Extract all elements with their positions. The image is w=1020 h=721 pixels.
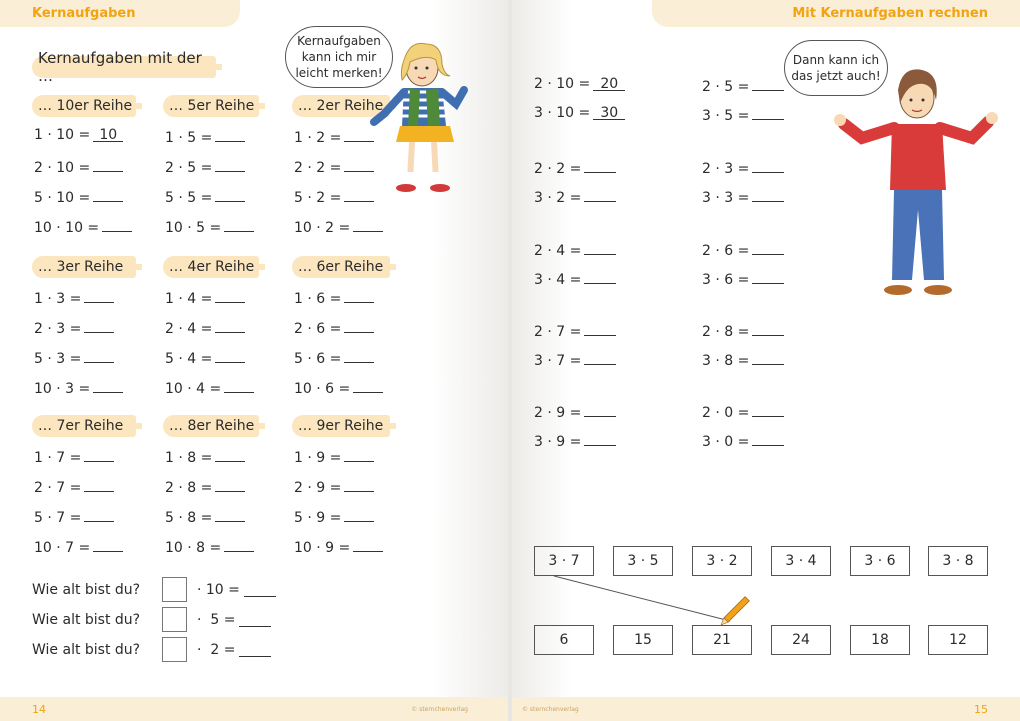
girl-speech-line: kann ich mir [301, 50, 377, 64]
match-task-box[interactable]: 3 · 5 [613, 546, 673, 576]
equation-row [165, 217, 254, 236]
group-label: … 9er Reihe [292, 415, 390, 437]
answer-field[interactable] [215, 288, 245, 303]
equation-text: 2 · 6 = [702, 243, 750, 259]
equation-text: 2 · 5 = [702, 79, 750, 95]
equation-row [34, 318, 114, 337]
equation-row [294, 348, 374, 367]
equation-row [34, 348, 114, 367]
right-page [512, 0, 1020, 721]
answer-field[interactable] [224, 378, 254, 393]
equation-text: 1 · 9 = [294, 450, 342, 466]
equation-text: 3 · 4 = [534, 272, 582, 288]
equation-row [294, 477, 374, 496]
answer-field[interactable] [353, 378, 383, 393]
page-number: 14 [32, 702, 46, 716]
equation-row [34, 127, 123, 143]
equation-row [34, 288, 114, 307]
answer-field[interactable] [344, 288, 374, 303]
group-label: … 6er Reihe [292, 256, 390, 278]
equation-text: 2 · 8 = [165, 480, 213, 496]
equation-text: 2 · 3 = [34, 321, 82, 337]
equation-row [165, 127, 245, 146]
equation-text: 3 · 3 = [702, 190, 750, 206]
match-result-box[interactable]: 12 [928, 625, 988, 655]
equation-text: 10 · 6 = [294, 381, 351, 397]
girl-speech-bubble [285, 26, 393, 88]
equation-row [294, 507, 374, 526]
age-question-row [32, 637, 271, 662]
equation-row [34, 187, 123, 206]
equation-row [294, 318, 374, 337]
equation-text: 5 · 10 = [34, 190, 91, 206]
equation-text: 10 · 5 = [165, 220, 222, 236]
equation-text: 3 · 2 = [534, 190, 582, 206]
equation-text: 10 · 4 = [165, 381, 222, 397]
match-task-box[interactable]: 3 · 8 [928, 546, 988, 576]
age-input-box[interactable] [162, 637, 187, 662]
equation-text: 1 · 7 = [34, 450, 82, 466]
answer-field[interactable] [215, 348, 245, 363]
equation-text: 2 · 7 = [34, 480, 82, 496]
equation-row [34, 537, 123, 556]
answer-field[interactable] [215, 187, 245, 202]
equation-text: 2 · 4 = [165, 321, 213, 337]
equation-text: 5 · 5 = [165, 190, 213, 206]
age-question-text: Wie alt bist du? [32, 641, 141, 658]
age-operation: · 2 = [197, 641, 236, 658]
age-question-row [32, 577, 276, 602]
equation-text: 3 · 5 = [702, 108, 750, 124]
age-input-box[interactable] [162, 607, 187, 632]
match-result-box[interactable]: 18 [850, 625, 910, 655]
age-answer-field[interactable] [239, 612, 271, 627]
equation-row [34, 477, 114, 496]
equation-text: 3 · 8 = [702, 353, 750, 369]
equation-text: 1 · 4 = [165, 291, 213, 307]
answer-field[interactable] [344, 447, 374, 462]
boy-speech-line: das jetzt auch! [791, 69, 881, 83]
equation-row [34, 217, 132, 236]
equation-text: 2 · 5 = [165, 160, 213, 176]
equation-text: 1 · 3 = [34, 291, 82, 307]
answer-field[interactable] [84, 348, 114, 363]
equation-row [165, 288, 245, 307]
age-answer-field[interactable] [244, 582, 276, 597]
equation-text: 1 · 8 = [165, 450, 213, 466]
equation-text: 3 · 0 = [702, 434, 750, 450]
match-result-box[interactable]: 15 [613, 625, 673, 655]
equation-text: 5 · 7 = [34, 510, 82, 526]
answer-field[interactable] [344, 318, 374, 333]
left-footer [0, 697, 508, 721]
equation-text: 2 · 10 = [534, 76, 591, 92]
age-question-row [32, 607, 271, 632]
match-task-box[interactable]: 3 · 4 [771, 546, 831, 576]
equation-row [34, 157, 123, 176]
answer-field[interactable] [344, 507, 374, 522]
match-result-box[interactable]: 21 [692, 625, 752, 655]
answer-field[interactable]: 10 [93, 127, 123, 142]
answer-field[interactable] [344, 348, 374, 363]
answer-field[interactable] [84, 477, 114, 492]
answer-field[interactable] [84, 507, 114, 522]
answer-field[interactable] [93, 187, 123, 202]
answer-field[interactable] [102, 217, 132, 232]
equation-text: 5 · 3 = [34, 351, 82, 367]
connector-line [512, 0, 1020, 721]
equation-text: 5 · 2 = [294, 190, 342, 206]
equation-text: 1 · 5 = [165, 130, 213, 146]
equation-row [294, 378, 383, 397]
answer-field[interactable] [215, 447, 245, 462]
equation-text: 2 · 2 = [534, 161, 582, 177]
equation-row [294, 288, 374, 307]
answer-field[interactable]: 30 [593, 105, 625, 120]
equation-text: 1 · 10 = [34, 127, 91, 143]
equation-text: 2 · 7 = [534, 324, 582, 340]
group-label: … 5er Reihe [163, 95, 259, 117]
group-label: … 7er Reihe [32, 415, 136, 437]
equation-row [34, 378, 123, 397]
equation-row [165, 477, 245, 496]
page-number: 15 [974, 702, 988, 716]
group-label: … 4er Reihe [163, 256, 259, 278]
equation-text: 1 · 2 = [294, 130, 342, 146]
age-operation: · 10 = [197, 581, 240, 598]
right-footer [512, 697, 1020, 721]
age-question-text: Wie alt bist du? [32, 611, 141, 628]
equation-text: 3 · 10 = [534, 105, 591, 121]
answer-field[interactable] [93, 157, 123, 172]
group-label: … 10er Reihe [32, 95, 136, 117]
equation-text: 10 · 8 = [165, 540, 222, 556]
equation-row [294, 217, 383, 236]
group-label: … 2er Reihe [292, 95, 390, 117]
equation-row [294, 447, 374, 466]
answer-field[interactable] [215, 127, 245, 142]
left-header: Kernaufgaben [0, 0, 240, 27]
equation-text: 3 · 9 = [534, 434, 582, 450]
equation-row [165, 507, 245, 526]
section-title: Kernaufgaben mit der … [32, 56, 216, 78]
equation-text: 2 · 2 = [294, 160, 342, 176]
equation-row [165, 537, 254, 556]
boy-speech-line: Dann kann ich [792, 53, 880, 67]
answer-field[interactable] [215, 477, 245, 492]
equation-text: 2 · 9 = [534, 405, 582, 421]
equation-row [34, 447, 114, 466]
equation-row [165, 348, 245, 367]
girl-speech-line: leicht merken! [295, 66, 383, 80]
publisher: © sternchenverlag [522, 705, 579, 713]
answer-field[interactable] [84, 318, 114, 333]
equation-text: 2 · 4 = [534, 243, 582, 259]
equation-row [165, 447, 245, 466]
equation-text: 2 · 10 = [34, 160, 91, 176]
answer-field[interactable] [353, 217, 383, 232]
equation-text: 2 · 0 = [702, 405, 750, 421]
equation-text: 5 · 4 = [165, 351, 213, 367]
equation-text: 5 · 9 = [294, 510, 342, 526]
age-input-box[interactable] [162, 577, 187, 602]
equation-text: 2 · 6 = [294, 321, 342, 337]
answer-field[interactable] [93, 378, 123, 393]
answer-field[interactable] [344, 477, 374, 492]
girl-speech-line: Kernaufgaben [297, 34, 381, 48]
equation-row [294, 537, 383, 556]
left-page [0, 0, 508, 721]
equation-text: 10 · 3 = [34, 381, 91, 397]
answer-field[interactable] [215, 507, 245, 522]
equation-text: 1 · 6 = [294, 291, 342, 307]
match-result-box[interactable]: 24 [771, 625, 831, 655]
equation-text: 2 · 3 = [702, 161, 750, 177]
publisher: © sternchenverlag [411, 705, 468, 713]
match-task-box[interactable]: 3 · 6 [850, 546, 910, 576]
equation-text: 3 · 6 = [702, 272, 750, 288]
equation-row [165, 378, 254, 397]
age-answer-field[interactable] [239, 642, 271, 657]
answer-field[interactable] [215, 157, 245, 172]
match-task-box[interactable]: 3 · 7 [534, 546, 594, 576]
answer-field[interactable] [93, 537, 123, 552]
equation-row [165, 187, 245, 206]
equation-text: 10 · 9 = [294, 540, 351, 556]
equation-text: 2 · 9 = [294, 480, 342, 496]
match-task-box[interactable]: 3 · 2 [692, 546, 752, 576]
equation-row [165, 157, 245, 176]
match-result-box[interactable]: 6 [534, 625, 594, 655]
answer-field[interactable] [84, 288, 114, 303]
answer-field[interactable] [215, 318, 245, 333]
equation-row [165, 318, 245, 337]
equation-text: 10 · 10 = [34, 220, 100, 236]
answer-field[interactable] [84, 447, 114, 462]
answer-field[interactable] [224, 537, 254, 552]
equation-text: 10 · 7 = [34, 540, 91, 556]
equation-row [34, 507, 114, 526]
equation-text: 3 · 7 = [534, 353, 582, 369]
age-operation: · 5 = [197, 611, 236, 628]
right-header: Mit Kernaufgaben rechnen [652, 0, 1020, 27]
equation-text: 10 · 2 = [294, 220, 351, 236]
answer-field[interactable] [353, 537, 383, 552]
equation-text: 5 · 6 = [294, 351, 342, 367]
equation-text: 5 · 8 = [165, 510, 213, 526]
equation-text: 2 · 8 = [702, 324, 750, 340]
group-label: … 3er Reihe [32, 256, 136, 278]
group-label: … 8er Reihe [163, 415, 259, 437]
answer-field[interactable]: 20 [593, 76, 625, 91]
answer-field[interactable] [224, 217, 254, 232]
age-question-text: Wie alt bist du? [32, 581, 141, 598]
